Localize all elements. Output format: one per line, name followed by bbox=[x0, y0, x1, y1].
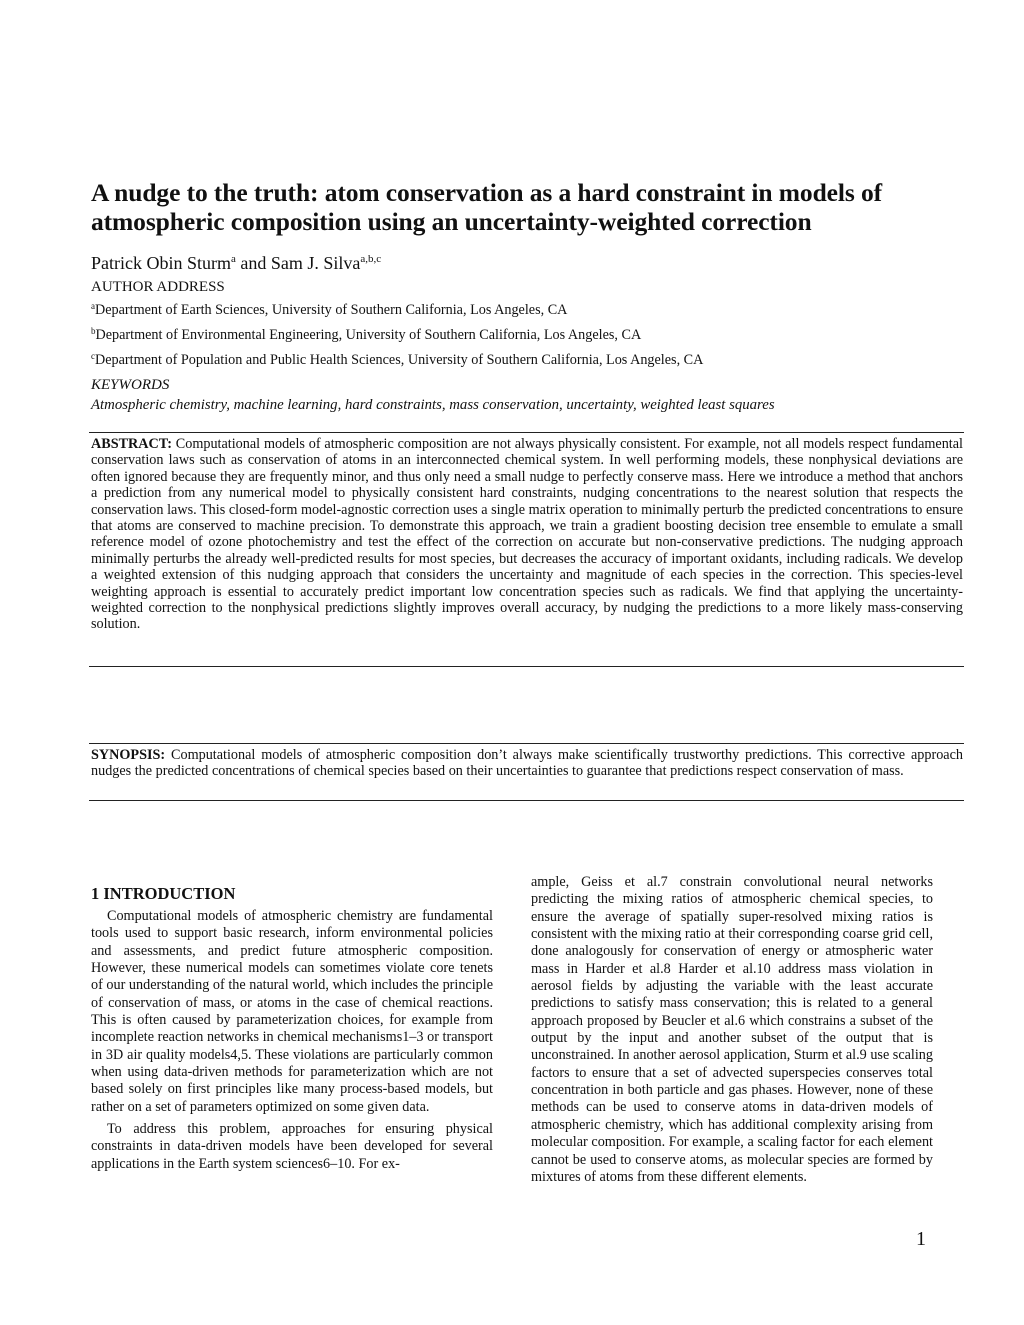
intro-paragraph-continued: ample, Geiss et al.7 constrain convolutional neural networks predicting the mixing ratios of atmospheric chemical species, to ensure the average of spatially super-resolved mixing ratios is consistent with the mixing ratio at their corresponding coarse grid cell, done analogously for conservation of energy or atmospheric water mass in Harder et al.8 Harder et al.10 address mass violation in aerosol fields by adjusting the variable with the least accurate predictions to satisfy mass conservation; this is related to a general approach proposed by Beucler et al.6 which constrains a subset of the output by the input and another subset of the output that is unconstrained. In another aerosol application, Sturm et al.9 use scaling factors to ensure that a set of advected superspecies conserves total concentration in both particle and gas phases. However, none of these methods can be used to conserve atoms in data-driven models of atmospheric chemistry, which has additional complexity arising from molecular composition. For example, a scaling factor for each element cannot be used to conserve atoms, as molecular species are formed by mixtures of atoms from these different elements. bbox=[531, 874, 933, 1185]
intro-left-column bbox=[91, 908, 493, 1173]
section-heading-introduction: 1 INTRODUCTION bbox=[91, 884, 236, 903]
keywords-heading: KEYWORDS bbox=[91, 377, 170, 393]
abstract-label: ABSTRACT: bbox=[91, 436, 172, 452]
abstract-bottom-rule bbox=[89, 666, 964, 667]
affiliation-mark: c bbox=[91, 351, 95, 361]
affiliation-text: Department of Earth Sciences, University of Southern California, Los Angeles, CA bbox=[95, 302, 568, 318]
author-line bbox=[91, 253, 381, 274]
affiliation-mark: a bbox=[91, 301, 95, 311]
synopsis-top-rule bbox=[89, 743, 964, 744]
affiliation-text: Department of Environmental Engineering, University of Southern California, Los Angeles, CA bbox=[95, 327, 642, 343]
author-2-affil-mark: a,b,c bbox=[360, 253, 382, 265]
synopsis-text: Computational models of atmospheric composition don’t always make scientifically trustworthy predictions. This corrective approach nudges the predicted concentrations of chemical species based on their uncertainties to guarantee that predictions respect conservation of mass. bbox=[91, 747, 963, 780]
synopsis-bottom-rule bbox=[89, 800, 964, 801]
affiliation-text: Department of Population and Public Health Sciences, University of Southern California, Los Angeles, CA bbox=[95, 352, 704, 368]
page-number: 1 bbox=[916, 1228, 926, 1250]
intro-right-column bbox=[531, 874, 933, 1186]
paper-title: A nudge to the truth: atom conservation as a hard constraint in models of atmospheric composition using an uncertainty-weighted correction bbox=[91, 178, 882, 236]
abstract-text: Computational models of atmospheric composition are not always physically consistent. For example, not all models respect fundamental conservation laws such as conservation of atoms in an interconnected chemical system. In well performing models, these nonphysical deviations are often ignored because they are frequently minor, and thus only need a small nudge to perfectly conserve mass. Here we introduce a method that anchors a prediction from any numerical model to physically consistent hard constraints, nudging concentrations to the nearest solution that respects the conservation laws. This closed-form model-agnostic correction uses a single matrix operation to minimally perturb the predicted concentrations to ensure that atoms are conserved to machine precision. To demonstrate this approach, we train a gradient boosting decision tree ensemble to emulate a small reference model of ozone photochemistry and test the effect of the correction on accurate but non-conservative predictions. The nudging approach minimally perturbs the already well-predicted results for most species, but decreases the accuracy of important oxidants, including radicals. We develop a weighted extension of this nudging approach that considers the uncertainty and magnitude of each species in the correction. This species-level weighting approach is essential to accurately predict important low concentration species such as radicals. We find that applying the uncertainty-weighted correction to the nonphysical predictions slightly improves overall accuracy, by nudging the predictions to a more likely mass-conserving solution. bbox=[91, 436, 963, 633]
abstract-top-rule bbox=[89, 432, 964, 433]
affiliation-mark: b bbox=[91, 326, 96, 336]
affiliation-c bbox=[91, 352, 703, 369]
intro-paragraph-1: Computational models of atmospheric chemistry are fundamental tools used to support basic research, inform environmental policies and assessments, and predict future atmospheric composition. However, these numerical models can sometimes violate core tenets of our understanding of the natural world, which includes the principle of conservation of mass, or atoms in the case of chemical reactions. This is often caused by parameterization choices, for example from incomplete reaction networks in chemical mechanisms1–3 or transport in 3D air quality models4,5. These violations are particularly common when using data-driven methods for parameterization which are not based solely on first principles like many process-based models, but rather on a set of parameters optimized on some given data. bbox=[91, 908, 493, 1115]
author-1-affil-mark: a bbox=[231, 253, 236, 265]
synopsis-label: SYNOPSIS: bbox=[91, 747, 166, 763]
keywords-list: Atmospheric chemistry, machine learning, hard constraints, mass conservation, uncertainty, weighted least squares bbox=[91, 397, 775, 413]
affiliation-a bbox=[91, 302, 567, 319]
synopsis bbox=[91, 747, 963, 780]
author-1-name: Patrick Obin Sturm bbox=[91, 253, 231, 273]
affiliation-b bbox=[91, 327, 641, 344]
author-joiner: and bbox=[235, 253, 271, 273]
author-address-heading: AUTHOR ADDRESS bbox=[91, 279, 225, 295]
author-2-name: Sam J. Silva bbox=[270, 253, 361, 273]
abstract bbox=[91, 436, 963, 633]
intro-paragraph-2: To address this problem, approaches for ensuring physical constraints in data-driven models have been developed for several applications in the Earth system sciences6–10. For ex- bbox=[91, 1121, 493, 1172]
